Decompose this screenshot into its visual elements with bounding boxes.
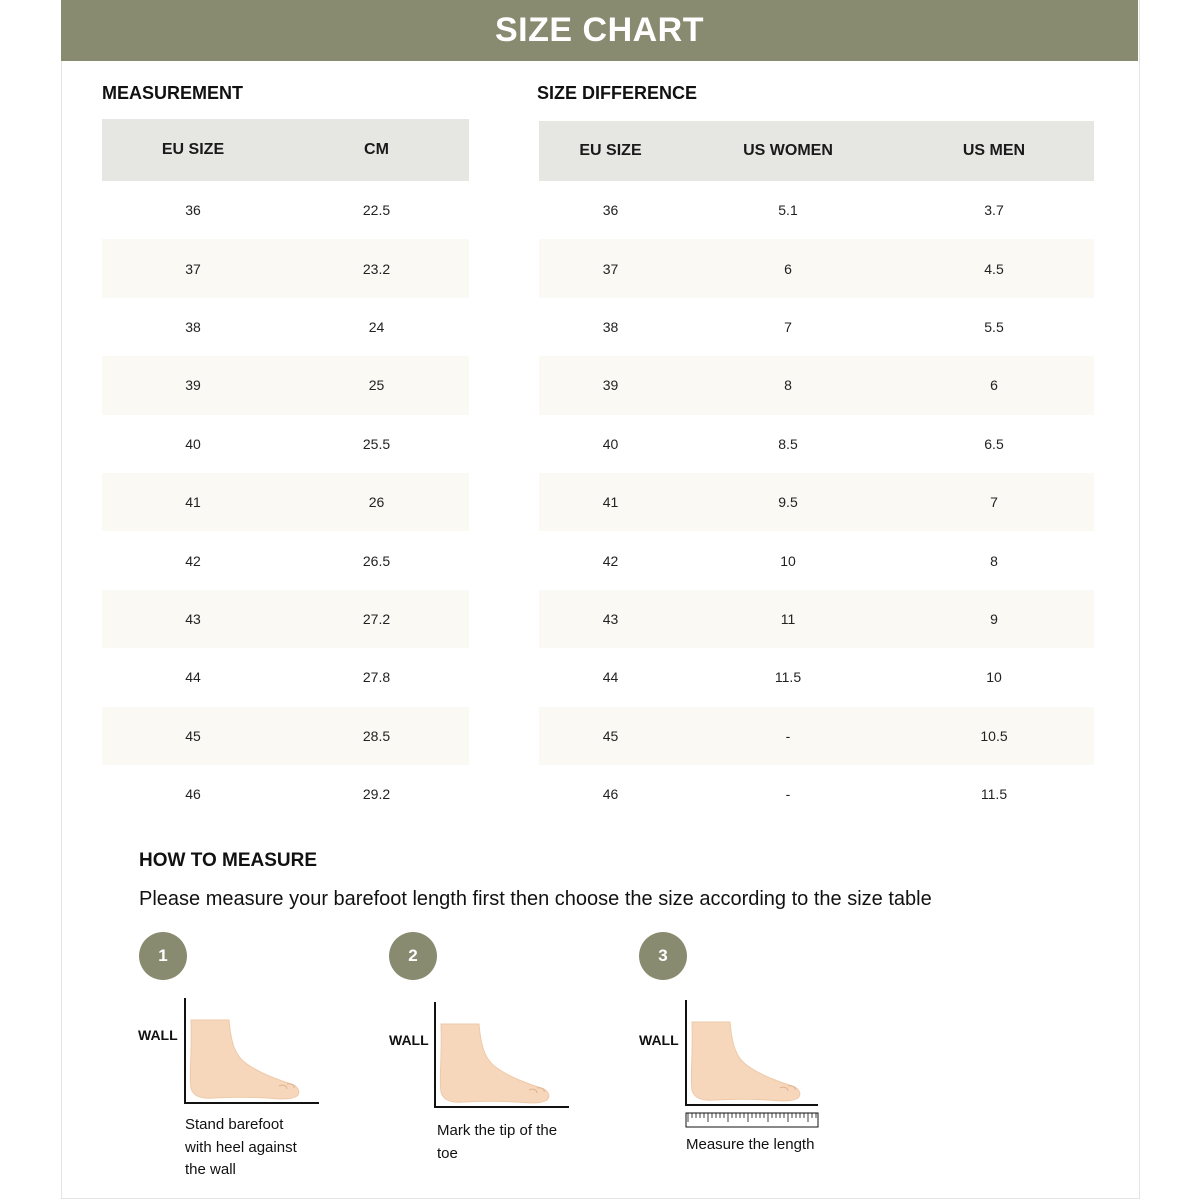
table-row bbox=[102, 356, 469, 414]
step-2-foot-illustration bbox=[433, 1002, 573, 1110]
table-cell: 43 bbox=[185, 610, 201, 627]
ruler-icon bbox=[686, 1113, 818, 1127]
table-header bbox=[539, 121, 1094, 181]
table-row bbox=[539, 473, 1094, 531]
table-cell: 10 bbox=[986, 669, 1002, 686]
table-row bbox=[539, 648, 1094, 706]
table-cell: 41 bbox=[185, 494, 201, 511]
table-row bbox=[102, 181, 469, 239]
table-cell: 44 bbox=[185, 669, 201, 686]
table-cell: 7 bbox=[990, 494, 998, 511]
table-row bbox=[539, 181, 1094, 239]
table-cell: 45 bbox=[185, 727, 201, 744]
table-cell: 38 bbox=[602, 318, 619, 335]
table-cell: 28.5 bbox=[362, 727, 391, 744]
table-cell: 24 bbox=[368, 318, 385, 335]
measurement-table bbox=[102, 119, 469, 823]
table-cell: 8 bbox=[784, 377, 792, 394]
table-row bbox=[539, 531, 1094, 589]
table-row bbox=[102, 531, 469, 589]
table-cell: 8 bbox=[990, 552, 998, 569]
table-cell: 42 bbox=[602, 552, 619, 569]
step-3-badge: 3 bbox=[639, 932, 687, 980]
table-row bbox=[102, 473, 469, 531]
table-row bbox=[539, 707, 1094, 765]
table-cell: 40 bbox=[185, 435, 201, 452]
caption-line: with heel against bbox=[185, 1138, 297, 1156]
column-header-us-men: US MEN bbox=[962, 142, 1026, 159]
table-row bbox=[539, 298, 1094, 356]
table-cell: 37 bbox=[185, 260, 201, 277]
table-cell: 36 bbox=[185, 202, 201, 219]
table-cell: 38 bbox=[185, 318, 201, 335]
table-cell: 23.2 bbox=[362, 260, 391, 277]
measurement-heading: MEASUREMENT bbox=[102, 83, 244, 103]
table-cell: 6 bbox=[784, 260, 792, 277]
table-cell: 27.2 bbox=[362, 610, 391, 627]
table-cell: 39 bbox=[602, 377, 619, 394]
table-cell: 46 bbox=[185, 786, 201, 803]
column-header-eu-size: EU SIZE bbox=[161, 141, 225, 158]
table-row bbox=[102, 239, 469, 297]
caption-line: Mark the tip of the bbox=[437, 1122, 558, 1139]
step-1-wall-label: WALL bbox=[138, 1027, 178, 1043]
table-cell: 6 bbox=[990, 377, 998, 394]
table-cell: 44 bbox=[602, 669, 619, 686]
table-row bbox=[102, 648, 469, 706]
column-header-eu-size: EU SIZE bbox=[579, 142, 642, 159]
table-cell: 43 bbox=[602, 610, 619, 627]
column-header-cm: CM bbox=[364, 141, 389, 158]
table-cell: 8.5 bbox=[778, 435, 798, 452]
table-cell: 11 bbox=[780, 610, 796, 627]
step-2-wall-label: WALL bbox=[389, 1032, 429, 1048]
how-to-measure-description: Please measure your barefoot length first then choose the size according to the size table bbox=[139, 888, 932, 910]
column-header-us-women: US WOMEN bbox=[743, 142, 833, 159]
table-cell: 9.5 bbox=[778, 494, 798, 511]
table-cell: 26.5 bbox=[362, 552, 391, 569]
table-row bbox=[539, 239, 1094, 297]
table-row bbox=[539, 356, 1094, 414]
table-row bbox=[539, 415, 1094, 473]
table-cell: 22.5 bbox=[362, 202, 391, 219]
table-row bbox=[102, 415, 469, 473]
table-cell: 10 bbox=[780, 552, 796, 569]
caption-line: toe bbox=[437, 1144, 458, 1162]
step-1-badge: 1 bbox=[139, 932, 187, 980]
table-row bbox=[102, 707, 469, 765]
table-cell: 42 bbox=[185, 552, 201, 569]
table-cell: 39 bbox=[185, 377, 201, 394]
table-row bbox=[539, 765, 1094, 823]
step-2-badge: 2 bbox=[389, 932, 437, 980]
size-difference-table bbox=[539, 121, 1094, 823]
caption-line: Stand barefoot bbox=[185, 1116, 284, 1133]
size-difference-heading: SIZE DIFFERENCE bbox=[537, 83, 698, 103]
table-cell: 7 bbox=[784, 318, 792, 335]
table-cell: 40 bbox=[602, 435, 619, 452]
how-to-measure-heading: HOW TO MEASURE bbox=[139, 850, 318, 871]
table-cell: 10.5 bbox=[980, 727, 1008, 744]
table-cell: 41 bbox=[602, 494, 619, 511]
table-cell: 26 bbox=[368, 494, 385, 511]
table-cell: - bbox=[785, 786, 791, 803]
step-3-caption bbox=[686, 1134, 814, 1157]
caption-line: the wall bbox=[185, 1161, 236, 1178]
caption-line: Measure the length bbox=[686, 1136, 815, 1153]
table-header bbox=[102, 119, 469, 181]
table-row bbox=[102, 765, 469, 823]
table-cell: 4.5 bbox=[984, 260, 1004, 277]
table-cell: 11.5 bbox=[980, 786, 1008, 803]
step-2-caption bbox=[437, 1120, 557, 1165]
table-cell: 25.5 bbox=[362, 435, 391, 452]
step-3-wall-label: WALL bbox=[639, 1032, 679, 1048]
table-cell: 9 bbox=[990, 610, 998, 627]
table-cell: 27.8 bbox=[362, 669, 391, 686]
table-row bbox=[102, 298, 469, 356]
table-cell: 3.7 bbox=[984, 202, 1004, 219]
step-1-caption bbox=[185, 1114, 297, 1182]
table-cell: 37 bbox=[602, 260, 619, 277]
table-cell: 5.1 bbox=[778, 202, 798, 219]
table-cell: - bbox=[785, 727, 791, 744]
page-title: SIZE CHART bbox=[61, 0, 1138, 61]
table-cell: 36 bbox=[602, 202, 619, 219]
table-cell: 29.2 bbox=[362, 786, 391, 803]
step-1-foot-illustration bbox=[183, 998, 323, 1106]
table-row bbox=[539, 590, 1094, 648]
table-cell: 25 bbox=[368, 377, 385, 394]
step-3-foot-illustration bbox=[684, 1000, 824, 1134]
table-cell: 11.5 bbox=[774, 669, 802, 686]
table-cell: 6.5 bbox=[984, 435, 1004, 452]
table-cell: 5.5 bbox=[984, 318, 1004, 335]
table-cell: 46 bbox=[602, 786, 619, 803]
table-row bbox=[102, 590, 469, 648]
table-cell: 45 bbox=[602, 727, 619, 744]
